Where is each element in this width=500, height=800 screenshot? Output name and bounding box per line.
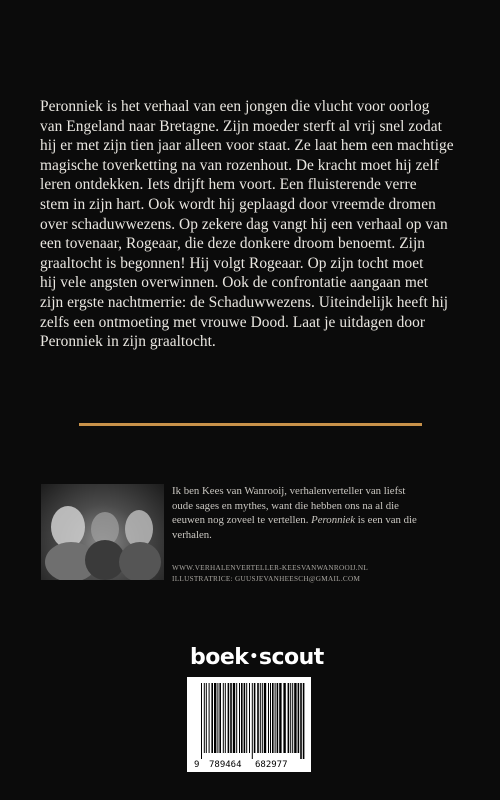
bio-line: Ik ben Kees van Wanrooij, verhalenverteller van liefst	[172, 485, 406, 497]
blurb-line: graaltocht is begonnen! Hij volgt Rogeaar. Op zijn tocht moet	[40, 254, 424, 272]
book-title-italic: Peronniek	[311, 514, 356, 527]
author-photo	[41, 484, 164, 580]
publisher-name-part1: boek	[190, 645, 249, 670]
barcode-bar	[209, 683, 210, 753]
barcode-bar	[300, 683, 302, 759]
blurb-line: van Engeland naar Bretagne. Zijn moeder sterft al vrij snel zodat	[40, 117, 442, 135]
illustrator-credit: ILLUSTRATRICE: GUUSJEVANHEESCH@GMAIL.COM	[172, 575, 361, 583]
barcode-bar	[277, 683, 279, 753]
barcode-digits-right: 682977	[255, 760, 288, 770]
barcode-bar	[290, 683, 291, 753]
barcode-bar	[233, 683, 235, 753]
gold-divider-line	[79, 423, 422, 426]
barcode-bar	[279, 683, 281, 753]
barcode-bar	[288, 683, 290, 753]
barcode-bar	[254, 683, 256, 753]
website-link[interactable]: WWW.VERHALENVERTELLER-KEESVANWANROOIJ.NL	[172, 564, 369, 572]
blurb-line: zijn ergste nachtmerrie: de Schaduwwezens. Uiteindelijk heeft hij	[40, 293, 449, 311]
barcode-bar	[201, 683, 202, 759]
barcode-bar	[270, 683, 271, 753]
publisher-logo	[190, 645, 324, 670]
barcode-bar	[257, 683, 259, 753]
barcode-bar	[264, 683, 266, 753]
bio-line: eeuwen nog zoveel te vertellen. Peronniek is een van die	[172, 514, 417, 527]
barcode-bar	[228, 683, 230, 753]
blurb-line: leren ontdekken. Iets drijft hem voort. Een fluisterende verre	[40, 176, 417, 194]
barcode-bar	[303, 683, 305, 759]
blurb-line: stem in zijn hart. Ook wordt hij geplaagd door vreemde dromen	[40, 195, 436, 213]
bio-line: verhalen.	[172, 528, 212, 541]
barcode-bar	[260, 683, 261, 753]
publisher-separator: •	[249, 649, 258, 665]
back-cover-blurb	[40, 97, 470, 352]
barcode-bar	[219, 683, 221, 753]
barcode-digits-left: 789464	[209, 760, 242, 770]
barcode-bar	[298, 683, 300, 753]
barcode-bar	[225, 683, 226, 753]
barcode-bar	[214, 683, 216, 753]
publisher-name-part2: scout	[258, 645, 324, 670]
barcode-bar	[292, 683, 293, 753]
credits	[172, 563, 472, 585]
barcode-bar	[239, 683, 240, 753]
blurb-line: hij er met zijn tien jaar alleen voor staat. Ze laat hem een machtige	[40, 137, 454, 155]
barcode-bar	[246, 683, 247, 753]
barcode-bar	[275, 683, 276, 753]
barcode-bar	[241, 683, 243, 753]
barcode-bar	[283, 683, 285, 753]
barcode-digit-first: 9	[194, 760, 200, 770]
bio-line: oude sages en mythes, want die hebben ons na al die	[172, 499, 399, 512]
blurb-line: een tovenaar, Rogeaar, die deze donkere droom benoemt. Zijn	[40, 235, 426, 253]
barcode-bar	[294, 683, 296, 753]
blurb-line: Peronniek is het verhaal van een jongen die vlucht voor oorlog	[40, 98, 430, 115]
barcode-bar	[204, 683, 205, 753]
blurb-line: zelfs een ontmoeting met vrouwe Dood. Laat je uitdagen door	[40, 313, 426, 331]
barcode-graphic	[187, 677, 311, 772]
blurb-line: over schaduwwezens. Op zekere dag vangt hij een verhaal op van	[40, 215, 448, 233]
blurb-line: Peronniek in zijn graaltocht.	[40, 333, 216, 351]
author-bio	[172, 484, 472, 542]
barcode-bar	[244, 683, 246, 753]
barcode-bar	[262, 683, 263, 753]
barcode-bar	[211, 683, 213, 753]
isbn-barcode	[187, 677, 311, 772]
barcode-bar	[206, 683, 207, 753]
blurb-line: hij vele angsten overwinnen. Ook de confrontatie aangaan met	[40, 274, 429, 292]
barcode-bar	[230, 683, 232, 753]
barcode-bar	[252, 683, 253, 759]
blurb-line: magische toverketting na van rozenhout. De kracht moet hij zelf	[40, 156, 439, 174]
barcode-bar	[249, 683, 250, 753]
barcode-bar	[236, 683, 237, 753]
barcode-bar	[217, 683, 218, 753]
barcode-bar	[268, 683, 269, 753]
barcode-bar	[223, 683, 224, 753]
barcode-bar	[272, 683, 274, 753]
